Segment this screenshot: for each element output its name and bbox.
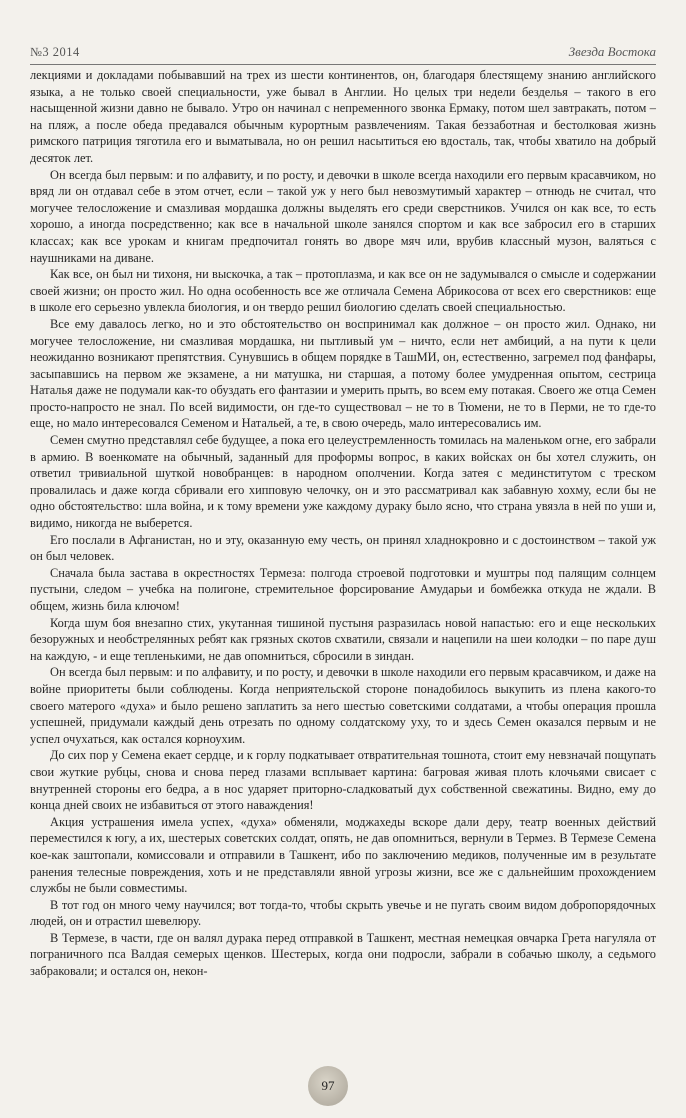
paragraph: Акция устрашения имела успех, «духа» обменяли, моджахеды вскоре дали деру, театр военных действий переместился к югу, а их, шестерых советских солдат, опять, не дав опомниться, вернули в Термез. В Термезе Семена кое-как заштопали, комиссовали и отправили в Ташкент, ибо по заключению медиков, полученные им в результате ранения телесные повреждения, хоть и не представляли явной угрозы жизни, все же с дальнейшим прохождением службы не были совместимы. [30,814,656,896]
running-header [30,44,656,60]
paragraph: В тот год он много чему научился; вот тогда-то, чтобы скрыть увечье и не пугать своим видом добропорядочных людей, он и отрастил шевелюру. [30,897,656,929]
paragraph: Он всегда был первым: и по алфавиту, и по росту, и девочки в школе находили его первым красавчиком, и даже на войне приоритеты были соблюдены. Когда неприятельской стороне понадобилось выкупить из плена какого-то своего матерого «духа» и было решено заплатить за него шестью советскими солдатами, а чтобы операция прошла успешней, придумали каждый день отрезать по одному солдатскому уху, то и здесь Семен оказался первым и не успел очухаться, как остался корноухим. [30,665,656,746]
page-number: 97 [308,1066,348,1106]
paragraph: Он всегда был первым: и по алфавиту, и по росту, и девочки в школе всегда находили его первым красавчиком, но вряд ли он отдавал себе в этом отчет, если – такой уж у него был невозмутимый характер – отнюдь не считал, что могучее телосложение и смазливая мордашка должны выделять его среди сверстников. Учился он как все, то есть хорошо, а иногда посредственно; как все в начальной школе занялся спортом и как все забросил его в старших классах; как все урокам и книгам предпочитал гонять во дворе мяч или, врубив классный музон, валяться с наушниками на диване. [30,167,656,265]
paragraph: В Термезе, в части, где он валял дурака перед отправкой в Ташкент, местная немецкая овчарка Грета нагуляла от пограничного пса Валдая семерых щенков. Шестерых, когда они подросли, забрали в собачью школу, а седьмого забраковали; и остался он, некон- [30,930,656,979]
journal-title: Звезда Востока [568,44,656,59]
paragraph: Как все, он был ни тихоня, ни выскочка, а так – протоплазма, и как все он не задумывался о смысле и содержании своей жизни; он просто жил. Но одна особенность все же отличала Семена Абрикосова от всех его сверстников: еще в школе его серьезно увлекла биология, и он твердо решил биологию сделать своей специальностью. [30,267,656,315]
paragraph: Семен смутно представлял себе будущее, а пока его целеустремленность томилась на маленьком огне, его забрали в армию. В военкомате на обычный, заданный для проформы вопрос, в каких войсках он бы хотел служить, он ответил тривиальной шуткой новобранцев: в народном ополчении. Когда затея с мединститутом с треском провалилась и даже когда сбривали его хипповую челочку, он и это рассматривал как забавную хохму, если бы не одно обстоятельство: шла война, и к тому времени уже каждому дураку было ясно, что страна увязла в ней по уши и, видимо, никогда не выберется. [30,433,656,531]
header-rule [30,64,656,65]
paragraph: Сначала была застава в окрестностях Термеза: полгода строевой подготовки и муштры под палящим солнцем пустыни, следом – учебка на полигоне, стремительное форсирование Амударьи и бомбежка откуда не ждали. В общем, жизнь била ключом! [30,565,656,613]
body-text [30,67,656,980]
paragraph: Его послали в Афганистан, но и эту, оказанную ему честь, он принял хладнокровно и с достоинством – такой уж он был человек. [30,532,656,564]
paragraph: Когда шум боя внезапно стих, укутанная тишиной пустыня разразилась новой напастью: его и еще нескольких безоружных и необстрелянных ребят как грязных скотов схватили, связали и нацепили на шеи колодки – по паре душ на каждую, - и еще тепленькими, не дав опомниться, сбросили в зиндан. [30,615,656,663]
paragraph: Все ему давалось легко, но и это обстоятельство он воспринимал как должное – он просто жил. Однако, ни могучее телосложение, ни смазливая мордашка, ни пытливый ум – ничто, если нет амбиций, а на пути к цели неожиданно возникают препятствия. Сунувшись в общем порядке в ТашМИ, он, естественно, загремел под фанфары, засыпавшись на первом же экзамене, а ни матушка, ни старшая, а потому более умудренная опытом, сестрица Наталья даже не подумали как-то обуздать его фантазии и умерить прыть, во всем ему потакая. Своего же отца Семен просто-напросто не знал. По всей видимости, он где-то существовал – не то в Тюмени, не то в Перми, не то где-то еще, но мало интересовался Семеном и Натальей, а те, в свою очередь, мало интересовались им. [30,316,656,431]
issue-number: №3 2014 [30,45,80,59]
paragraph: лекциями и докладами побывавший на трех из шести континентов, он, благодаря блестящему знанию английского языка, а не только своей специальности, уже бывал в Англии. Но целых три недели безделья – такого в его насыщенной жизни давно не бывало. Утро он начинал с непременного звонка Ермаку, потом шел завтракать, потом – на пляж, а после обеда предавался обычным курортным развлечениям. Такая беззаботная и бестолковая жизнь римского патриция тяготила его и выматывала, но он решил насытиться ею вдосталь, так, чтобы хватило на добрый десяток лет. [30,68,656,165]
paragraph: До сих пор у Семена екает сердце, и к горлу подкатывает отвратительная тошнота, стоит ему невзначай пощупать свои жуткие рубцы, снова и снова перед глазами всплывает картина: багровая живая плоть клочьями свисает с внутренней стороны его бедра, а в нос ударяет приторно-сладковатый дух собственной свежатины. Видно, ему до конца дней своих не избавиться от этого наваждения! [30,748,656,813]
